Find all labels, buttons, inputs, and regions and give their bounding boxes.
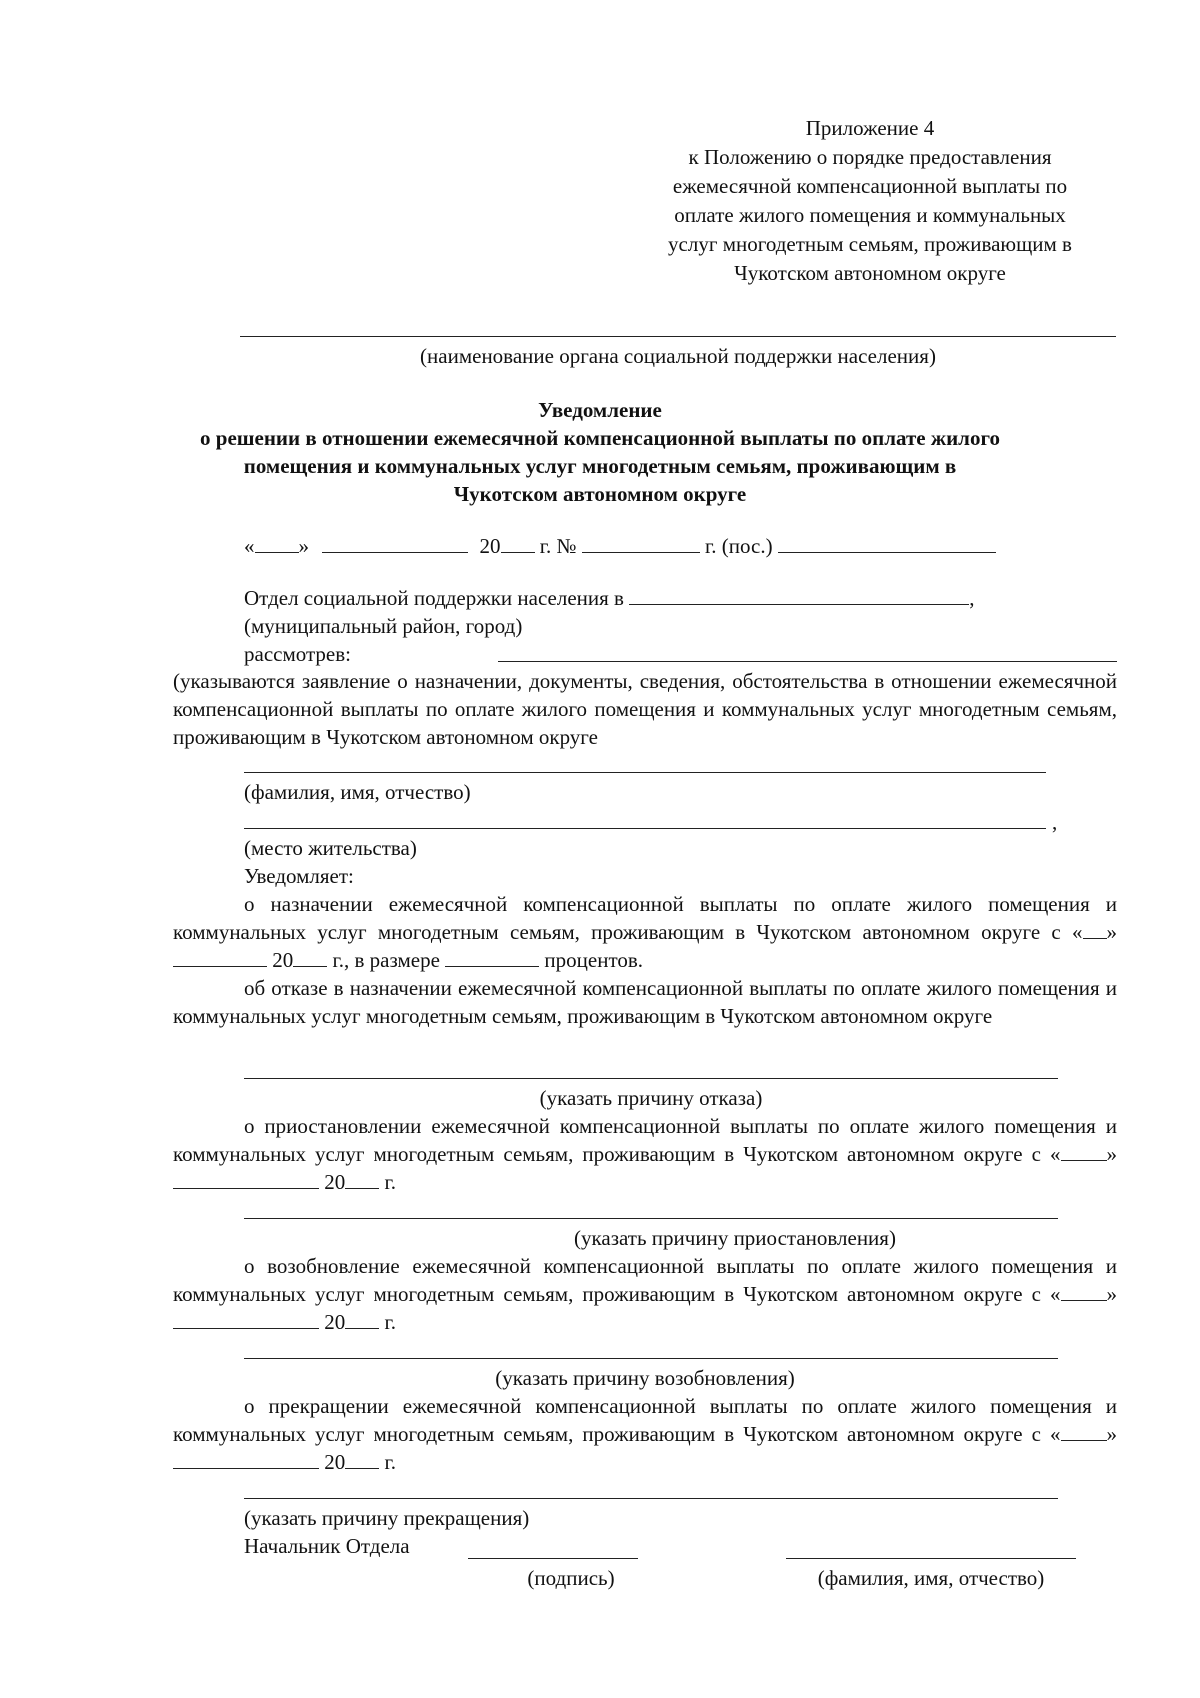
suspend-year-prefix: 20 bbox=[324, 1170, 346, 1194]
signature-caption: (подпись) bbox=[527, 1566, 615, 1590]
date-number-line bbox=[244, 532, 996, 560]
resume-day-blank[interactable] bbox=[1061, 1281, 1107, 1301]
title-line: помещения и коммунальных услуг многодетным семьям, проживающим в bbox=[243, 454, 957, 478]
residence-line[interactable] bbox=[244, 828, 1046, 829]
termination-reason-line[interactable] bbox=[244, 1498, 1058, 1499]
municipality-caption: (муниципальный район, город) bbox=[244, 614, 523, 638]
assign-day-blank[interactable] bbox=[1083, 919, 1107, 939]
place-label: г. (пос.) bbox=[705, 534, 773, 558]
terminate-month-blank[interactable] bbox=[173, 1449, 319, 1469]
terminate-day-blank[interactable] bbox=[1061, 1421, 1107, 1441]
signature-line[interactable] bbox=[468, 1558, 638, 1559]
suspension-paragraph bbox=[173, 1112, 1117, 1196]
department-text: Отдел социальной поддержки населения в bbox=[244, 586, 624, 610]
residence-caption: (место жительства) bbox=[244, 836, 417, 860]
terminate-year-blank[interactable] bbox=[345, 1449, 379, 1469]
resume-month-blank[interactable] bbox=[173, 1309, 319, 1329]
place-blank[interactable] bbox=[778, 533, 996, 553]
assign-year-prefix: 20 bbox=[272, 948, 294, 972]
reviewed-label: рассмотрев: bbox=[244, 642, 351, 666]
resumption-paragraph bbox=[173, 1252, 1117, 1336]
termination-text: о прекращении ежемесячной компенсационной выплаты по оплате жилого помещения и коммунальных услуг многодетным семьям, проживающим в Чукотском автономном округе с « bbox=[173, 1394, 1117, 1446]
resumption-text: о возобновление ежемесячной компенсационной выплаты по оплате жилого помещения и коммунальных услуг многодетным семьям, проживающим в Чукотском автономном округе с « bbox=[173, 1254, 1117, 1306]
notifies-label: Уведомляет: bbox=[244, 864, 354, 888]
assign-size-label: г., в размере bbox=[332, 948, 440, 972]
suspension-reason-caption: (указать причину приостановления) bbox=[574, 1226, 896, 1250]
resumption-reason-line[interactable] bbox=[244, 1358, 1058, 1359]
number-blank[interactable] bbox=[582, 533, 700, 553]
quote-open: « bbox=[244, 534, 255, 558]
number-label: г. № bbox=[539, 534, 577, 558]
resume-year-suffix: г. bbox=[384, 1310, 396, 1334]
fio-line[interactable] bbox=[244, 772, 1046, 773]
month-blank[interactable] bbox=[322, 533, 468, 553]
refusal-reason-caption: (указать причину отказа) bbox=[539, 1086, 763, 1110]
terminate-quote-close: » bbox=[1106, 1422, 1117, 1446]
assignment-text: о назначении ежемесячной компенсационной выплаты по оплате жилого помещения и коммунальных услуг многодетным семьям, проживающим в Чукотском автономном округе с « bbox=[173, 892, 1117, 944]
appendix-line: оплате жилого помещения и коммунальных bbox=[674, 203, 1066, 227]
termination-paragraph bbox=[173, 1392, 1117, 1476]
percent-blank[interactable] bbox=[445, 947, 539, 967]
terminate-year-suffix: г. bbox=[384, 1450, 396, 1474]
municipality-blank[interactable] bbox=[629, 585, 969, 605]
day-blank[interactable] bbox=[255, 533, 299, 553]
head-of-department-label: Начальник Отдела bbox=[244, 1534, 410, 1558]
appendix-line: Чукотском автономном округе bbox=[734, 261, 1006, 285]
suspension-text: о приостановлении ежемесячной компенсационной выплаты по оплате жилого помещения и коммунальных услуг многодетным семьям, проживающим в Чукотском автономном округе с « bbox=[173, 1114, 1117, 1166]
signer-name-caption: (фамилия, имя, отчество) bbox=[817, 1566, 1045, 1590]
residence-comma: , bbox=[1052, 810, 1058, 834]
suspend-year-blank[interactable] bbox=[345, 1169, 379, 1189]
indicated-caption: (указываются заявление о назначении, документы, сведения, обстоятельства в отношении ежемесячной компенсационной выплаты по оплате жилого помещения и коммунальных услуг многодетным семьям, проживающим в Чукотском автономном округе bbox=[173, 669, 1117, 749]
title-line: Уведомление bbox=[538, 398, 662, 422]
title-line: Чукотском автономном округе bbox=[453, 482, 747, 506]
assign-month-blank[interactable] bbox=[173, 947, 267, 967]
title-line: о решении в отношении ежемесячной компенсационной выплаты по оплате жилого bbox=[200, 426, 1000, 450]
suspend-quote-close: » bbox=[1106, 1142, 1117, 1166]
termination-reason-caption: (указать причину прекращения) bbox=[244, 1506, 530, 1530]
resumption-reason-caption: (указать причину возобновления) bbox=[495, 1366, 795, 1390]
assign-quote-close: » bbox=[1106, 920, 1117, 944]
resume-quote-close: » bbox=[1106, 1282, 1117, 1306]
resume-year-prefix: 20 bbox=[324, 1310, 346, 1334]
fio-caption: (фамилия, имя, отчество) bbox=[244, 780, 471, 804]
assignment-paragraph bbox=[173, 890, 1117, 974]
refusal-reason-line[interactable] bbox=[244, 1078, 1058, 1079]
year-blank[interactable] bbox=[501, 533, 535, 553]
org-name-caption: (наименование органа социальной поддержки населения) bbox=[420, 344, 936, 368]
year-prefix: 20 bbox=[479, 534, 501, 558]
signer-name-line[interactable] bbox=[786, 1558, 1076, 1559]
terminate-year-prefix: 20 bbox=[324, 1450, 346, 1474]
reviewed-line[interactable] bbox=[498, 661, 1117, 662]
org-name-line[interactable] bbox=[240, 336, 1116, 337]
appendix-line: к Положению о порядке предоставления bbox=[688, 145, 1052, 169]
percent-label: процентов. bbox=[544, 948, 644, 972]
appendix-number: Приложение 4 bbox=[805, 116, 935, 140]
department-comma: , bbox=[969, 586, 975, 610]
refusal-paragraph: об отказе в назначении ежемесячной компенсационной выплаты по оплате жилого помещения и коммунальных услуг многодетным семьям, проживающим в Чукотском автономном округе bbox=[173, 976, 1117, 1028]
assign-year-blank[interactable] bbox=[293, 947, 327, 967]
suspension-reason-line[interactable] bbox=[244, 1218, 1058, 1219]
resume-year-blank[interactable] bbox=[345, 1309, 379, 1329]
appendix-line: ежемесячной компенсационной выплаты по bbox=[672, 174, 1068, 198]
suspend-year-suffix: г. bbox=[384, 1170, 396, 1194]
department-line bbox=[244, 584, 974, 612]
appendix-line: услуг многодетным семьям, проживающим в bbox=[668, 232, 1072, 256]
suspend-day-blank[interactable] bbox=[1061, 1141, 1107, 1161]
suspend-month-blank[interactable] bbox=[173, 1169, 319, 1189]
quote-close: » bbox=[298, 534, 309, 558]
